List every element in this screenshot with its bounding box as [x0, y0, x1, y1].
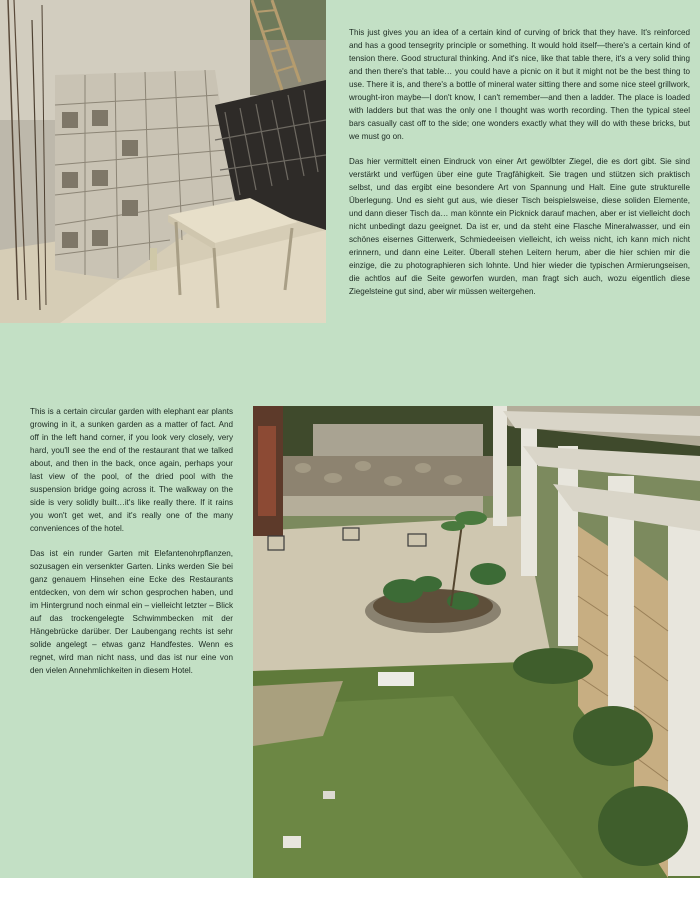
bottom-german-paragraph: Das ist ein runder Garten mit Elefantenohrpflanzen, sozusagen ein versenkter Garten. Links werden Sie bei ganz genauem Hinsehen eine Ecke des Restaurants entdecken, von dem wir schon gesprochen haben, und im Hintergrund noch einmal ein – vielleicht letzter – Blick auf das trockengelegte Schwimmbecken mit der Hängebrücke darüber. Der Laubengang rechts ist sehr solide angelegt – etwas ganz Handfestes. Wenn es regnet, wird man nicht nass, und das ist nur eine von den vielen Annehmlichkeiten in diesem Hotel. — [30, 549, 233, 675]
photo-brick-stack-and-table — [0, 0, 326, 323]
photo-sunken-garden — [253, 406, 700, 878]
sunken-garden-photo-graphic — [253, 406, 700, 878]
top-german-paragraph: Das hier vermittelt einen Eindruck von einer Art gewölbter Ziegel, die es dort gibt. Sie sind verstärkt und verfügen über eine gute Tragfähigkeit. Sie tragen und stützen sich praktisch selbst, und das ergibt eine besondere Art von Spannung und Halt. Eine gute strukturelle Überlegung. Und es sieht gut aus, wie dieser Tisch beispielsweise, diese soliden Elemente, und dann dieser Tisch da… man könnte ein Picknick darauf machen, aber er ist vielleicht doch nicht unbedingt dazu geeignet. Da ist er, und da steht eine Flasche Mineralwasser, und ein schönes eisernes Gitterwerk, Schmiedeeisen vielleicht, ich weiss nicht, ich kann mich nicht erinnern, und dann eine Leiter. Überall stehen Leitern herum, aber die hier schien mir die einzige, die zu photographieren sich lohnte. Und hier wieder die typischen Armierungseisen, die achtlos auf die Seite geworfen wurden, man fragt sich auch, wozu eigentlich diese Ziegelsteine gut sind, aber wir müssen weitergehen. — [349, 157, 690, 296]
top-english-paragraph: This just gives you an idea of a certain kind of curving of brick that they have. It's reinforced and has a good tensegrity principle or something. It would hold itself—there's a certain kind of tension there. Good structural thinking. And it's nice, like that table there, it's a very solid thing and then there's that table… you could have a picnic on it but it might not be the best thing to use. There it is, and there's a bottle of mineral water sitting there and some nice steel grillwork, wrought-iron maybe—I don't know, I can't remember—and then a ladder. The place is loaded with ladders but that was the only one I thought was worth recording. Then the typical steel bars casually cast off to the side; one wonders exactly what they will do with these bricks, but we must go on. — [349, 28, 690, 141]
bottom-english-paragraph: This is a certain circular garden with elephant ear plants growing in it, a sunken garden as a matter of fact. And off in the left hand corner, if you look very closely, very hard, you'll see the end of the restaurant that we talked about, and then in the back, once again, perhaps your last view of the pool, of the dried pool with the suspension bridge going across it. The walkway on the side is very solidly built…it's like really there. If it rains you won't get wet, and it's really one of the many conveniences of the hotel. — [30, 407, 233, 533]
bottom-text-column — [30, 405, 233, 689]
brick-stack-photo-graphic — [0, 0, 326, 323]
page-bottom-margin — [0, 878, 700, 900]
top-text-column — [349, 26, 690, 310]
